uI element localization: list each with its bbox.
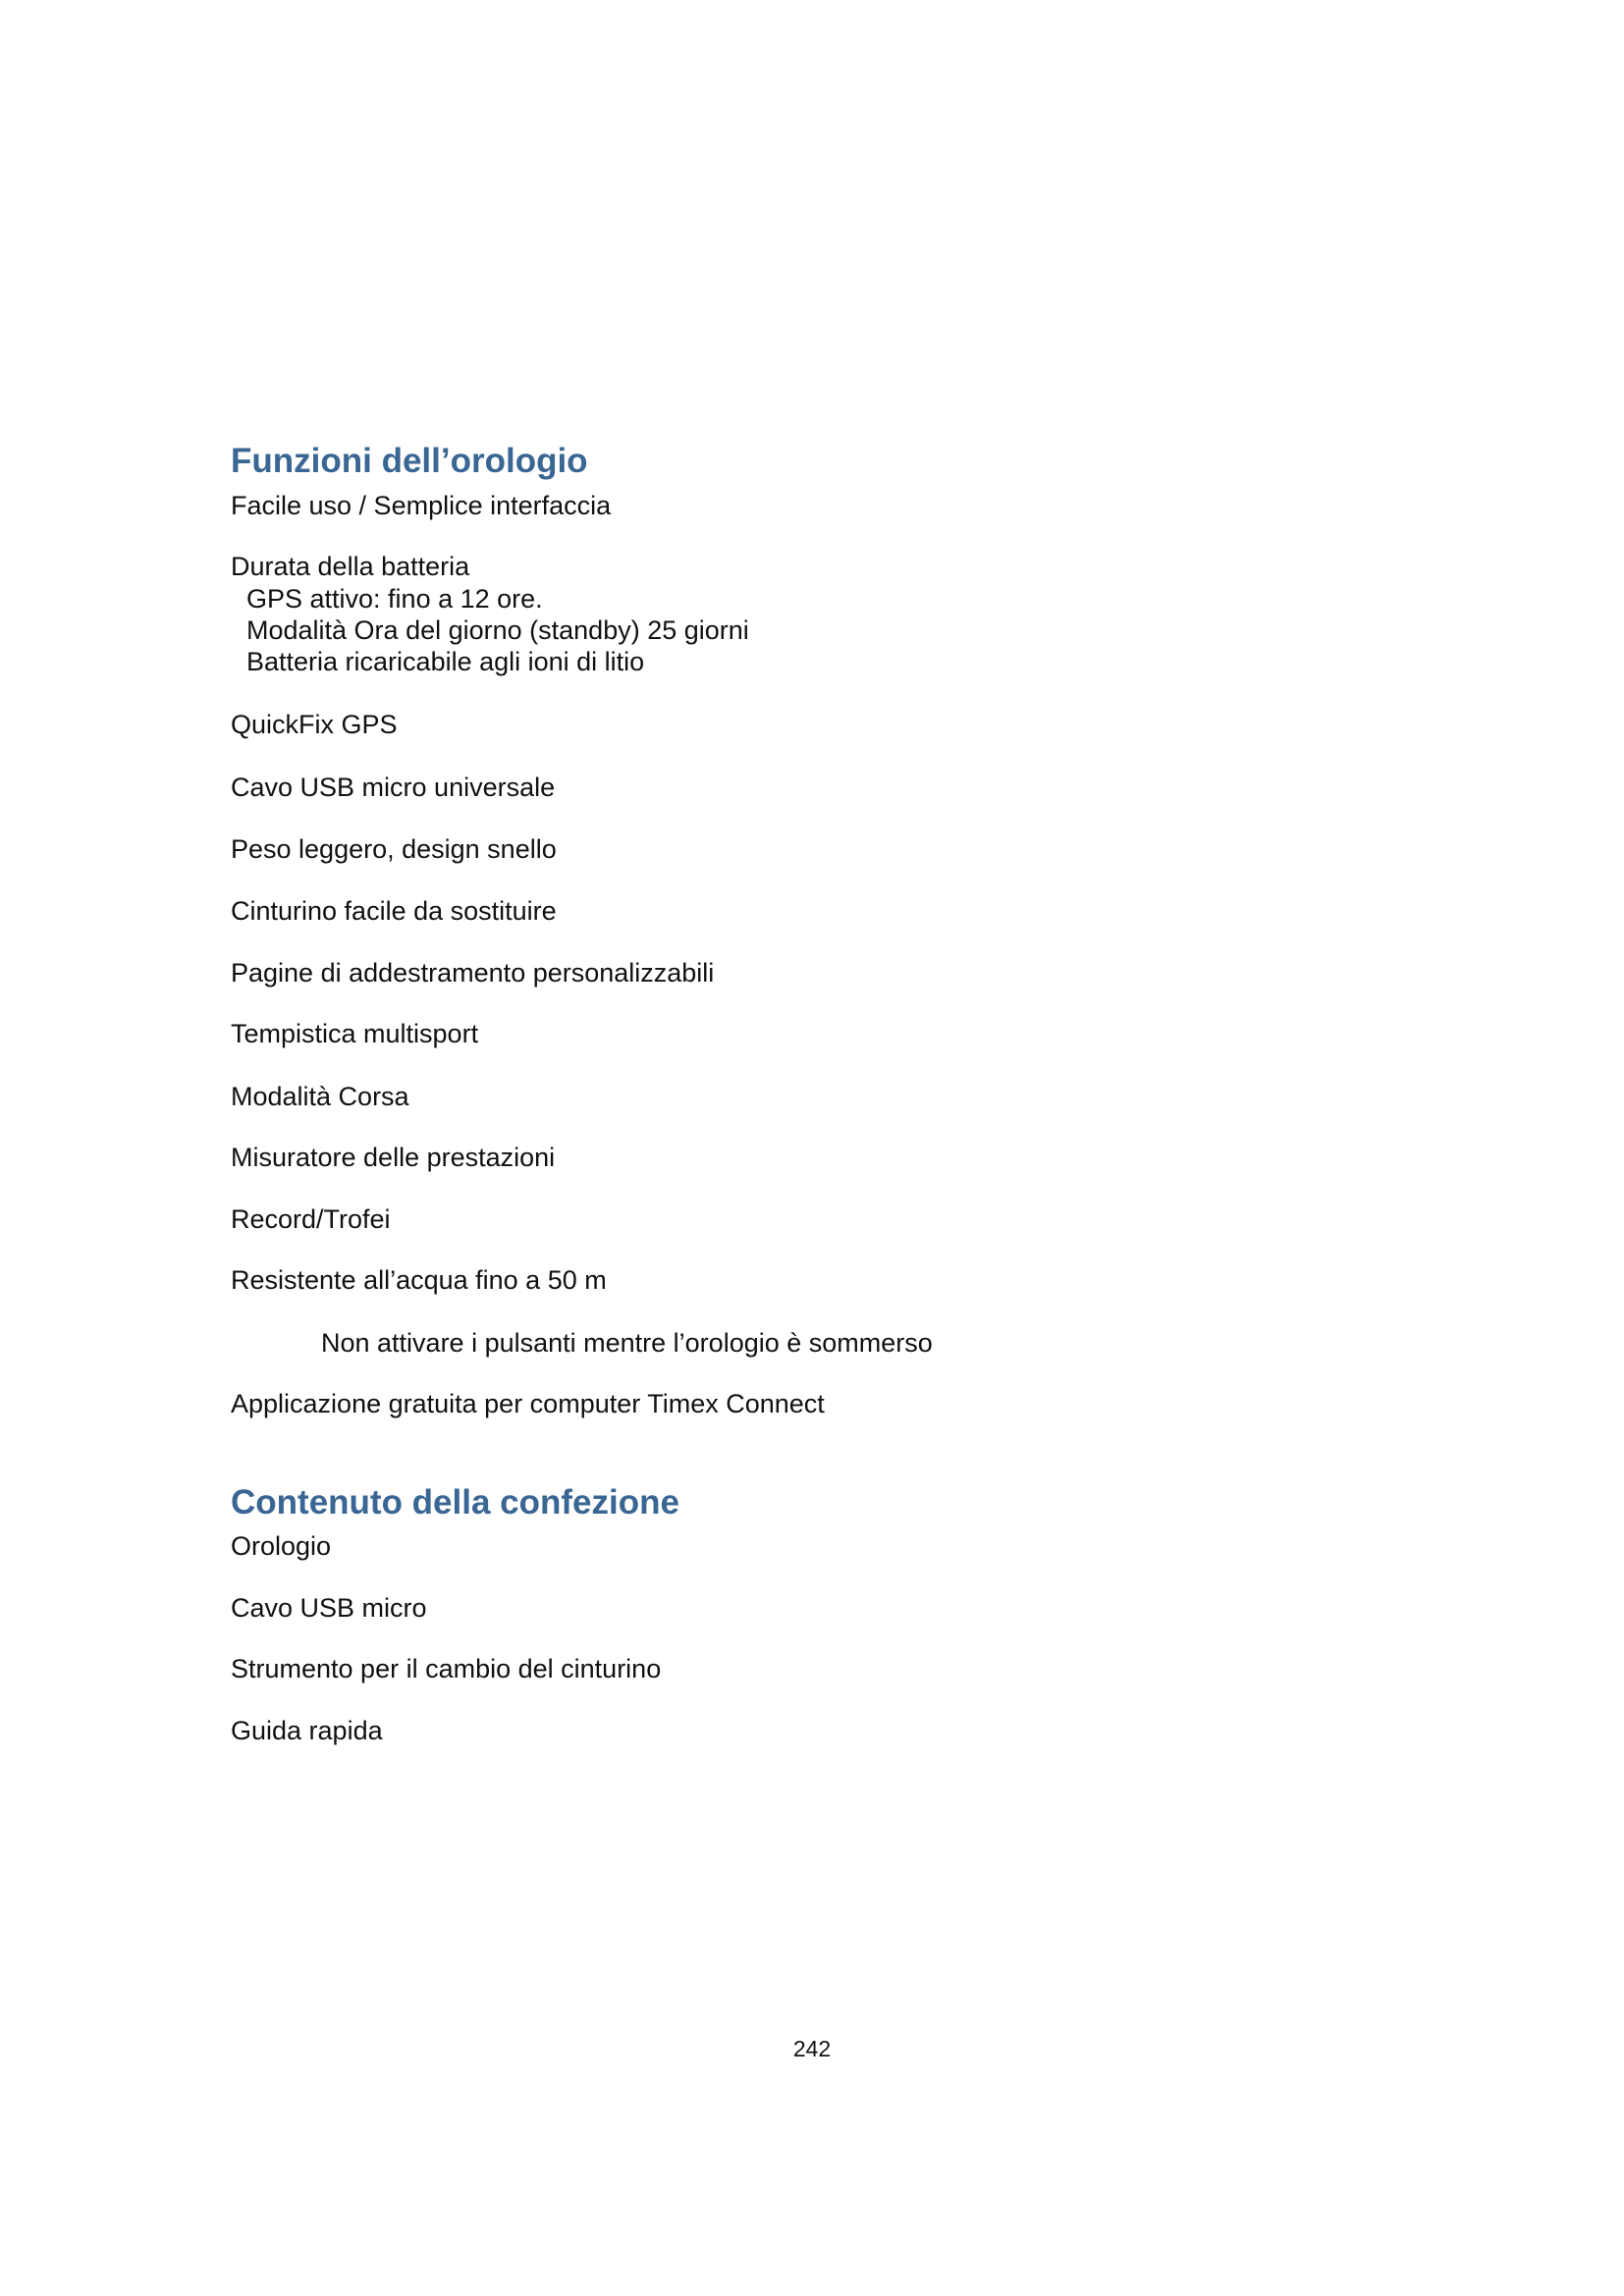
- feature-lightweight: Peso leggero, design snello: [231, 834, 557, 864]
- feature-training-pages: Pagine di addestramento personalizzabili: [231, 958, 715, 988]
- box-item-strap-tool: Strumento per il cambio del cinturino: [231, 1654, 662, 1683]
- feature-quickfix-gps: QuickFix GPS: [231, 710, 398, 739]
- feature-run-mode: Modalità Corsa: [231, 1082, 409, 1111]
- box-item-quick-guide: Guida rapida: [231, 1716, 383, 1745]
- box-item-watch: Orologio: [231, 1531, 332, 1561]
- box-item-usb-cable: Cavo USB micro: [231, 1593, 427, 1623]
- feature-performance: Misuratore delle prestazioni: [231, 1143, 556, 1172]
- feature-battery-life: Durata della batteria: [231, 552, 470, 581]
- feature-water-warning: Non attivare i pulsanti mentre l’orologio è sommerso: [321, 1328, 933, 1358]
- feature-multisport: Tempistica multisport: [231, 1019, 479, 1048]
- feature-battery-gps: GPS attivo: fino a 12 ore.: [246, 584, 543, 614]
- section-title-box-contents: Contenuto della confezione: [231, 1483, 679, 1522]
- feature-ease-of-use: Facile uso / Semplice interfaccia: [231, 491, 612, 520]
- page-number: 242: [792, 2036, 832, 2061]
- feature-water-resistant: Resistente all’acqua fino a 50 m: [231, 1265, 607, 1295]
- feature-records: Record/Trofei: [231, 1204, 391, 1234]
- feature-battery-standby: Modalità Ora del giorno (standby) 25 giorni: [246, 615, 749, 645]
- feature-usb-cable: Cavo USB micro universale: [231, 773, 556, 802]
- feature-timex-connect: Applicazione gratuita per computer Timex Connect: [231, 1389, 825, 1418]
- feature-strap: Cinturino facile da sostituire: [231, 896, 557, 926]
- section-title-watch-features: Funzioni dell’orologio: [231, 442, 588, 480]
- feature-battery-lithium: Batteria ricaricabile agli ioni di litio: [246, 647, 645, 676]
